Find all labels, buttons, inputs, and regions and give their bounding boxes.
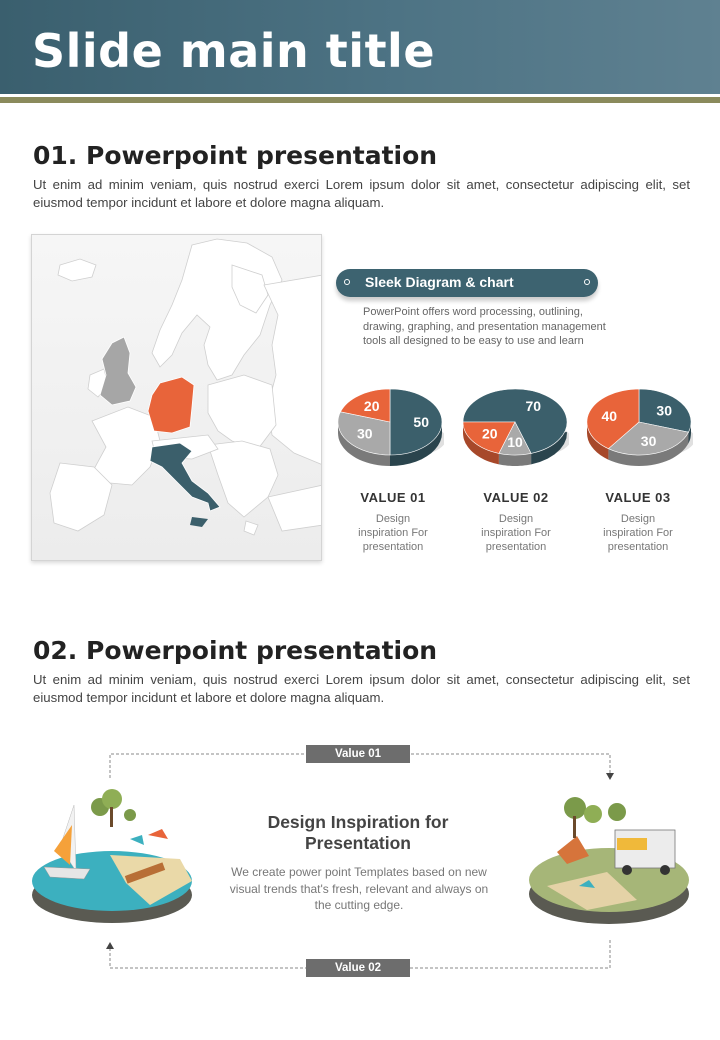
pie-1-graphic xyxy=(336,388,444,472)
tree xyxy=(608,803,626,821)
tree xyxy=(584,805,602,823)
tree xyxy=(564,797,586,819)
camp-island-illustration xyxy=(527,790,692,930)
diagram-label-pill xyxy=(336,269,598,297)
pie-slice-label: 40 xyxy=(601,407,618,424)
pie-slice-label: 70 xyxy=(525,398,542,414)
section2-title: 02. Powerpoint presentation xyxy=(33,636,438,665)
cycle-title: Design Inspiration for Presentation xyxy=(267,812,449,853)
header-divider xyxy=(0,95,720,103)
section1-title: 01. Powerpoint presentation xyxy=(33,141,438,170)
pie-3-graphic xyxy=(585,388,693,472)
europe-map-graphic xyxy=(32,235,322,561)
umbrella-icon xyxy=(130,835,144,845)
page-title: Slide main title xyxy=(32,24,436,78)
pie-slice-label: 30 xyxy=(357,425,373,442)
tree-trunk xyxy=(110,807,113,827)
tree-trunk xyxy=(573,816,576,838)
umbrella-icon xyxy=(148,829,168,839)
value-03-description: Design inspiration For presentation xyxy=(603,513,673,553)
value-03-title: VALUE 03 xyxy=(605,490,671,505)
arrow-down-icon xyxy=(606,773,614,780)
diagram-label: Sleek Diagram & chart xyxy=(365,274,514,290)
pie-slice-label: 20 xyxy=(363,398,380,414)
tree xyxy=(102,789,122,809)
pie-slice-label: 10 xyxy=(507,433,523,450)
boat-hull xyxy=(44,867,90,879)
pill-dot-left xyxy=(344,279,350,285)
section2-body: Ut enim ad minim veniam, quis nostrud exerci Lorem ipsum dolor sit amet, consectetur adipiscing elit, set eiusmod tempor incidunt et labore et dolore magna aliquam. xyxy=(33,672,690,705)
van-wheel xyxy=(622,865,632,875)
value-01-title: VALUE 01 xyxy=(360,490,426,505)
arrow-up-icon xyxy=(106,942,114,949)
pie-chart-1 xyxy=(336,388,444,472)
header-banner xyxy=(0,0,720,94)
pie-slice-label: 50 xyxy=(413,414,429,430)
van-awning xyxy=(617,838,647,850)
van-wheel xyxy=(660,865,670,875)
tag-value-01: Value 01 xyxy=(306,745,410,763)
tag-value-02: Value 02 xyxy=(306,959,410,977)
pill-dot-right xyxy=(584,279,590,285)
pie-slice-label: 30 xyxy=(656,402,672,419)
pie-chart-3 xyxy=(585,388,693,472)
pie-slice-label: 30 xyxy=(640,432,657,449)
value-02-description: Design inspiration For presentation xyxy=(481,513,551,553)
section1-body: Ut enim ad minim veniam, quis nostrud exerci Lorem ipsum dolor sit amet, consectetur adipiscing elit, set eiusmod tempor incidunt et labore et dolore magna aliquam. xyxy=(33,177,690,210)
cycle-description: We create power point Templates based on new visual trends that's fresh, relevant and always on the cutting edge. xyxy=(229,865,489,912)
tree xyxy=(124,809,136,821)
pie-slice-label: 20 xyxy=(482,425,498,442)
beach-island-illustration xyxy=(30,785,195,930)
europe-map xyxy=(31,234,322,561)
pie-chart-2 xyxy=(461,388,569,472)
diagram-description: PowerPoint offers word processing, outlining, drawing, graphing, and presentation management tools all designed to be easy to use and learn xyxy=(363,306,606,347)
value-01-description: Design inspiration For presentation xyxy=(358,513,428,553)
pie-2-graphic xyxy=(461,388,569,472)
value-02-title: VALUE 02 xyxy=(483,490,549,505)
